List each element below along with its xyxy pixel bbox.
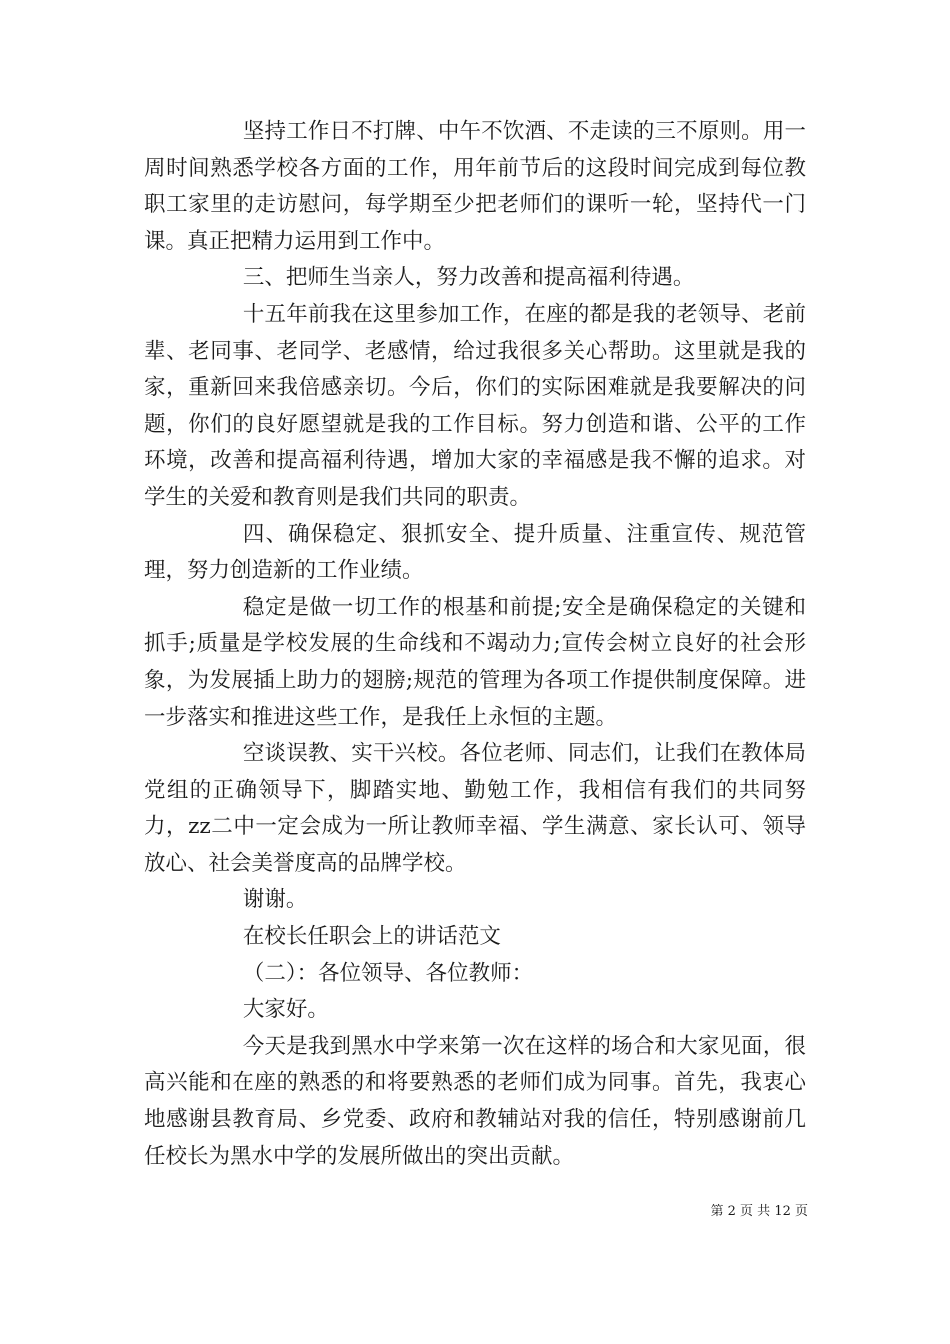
section-heading: 四、确保稳定、狠抓安全、提升质量、注重宣传、规范管理，努力创造新的工作业绩。 <box>144 521 806 584</box>
speech-title: 在校长任职会上的讲话范文 <box>242 924 501 950</box>
section-heading: 三、把师生当亲人，努力改善和提高福利待遇。 <box>242 265 695 291</box>
paragraph: 今天是我到黑水中学来第一次在这样的场合和大家见面，很高兴能和在座的熟悉的和将要熟悉的老师们成为同事。首先，我衷心地感谢县教育局、乡党委、政府和教辅站对我的信任，特别感谢前几任校长为黑水中学的发展所做出的突出贡献。 <box>144 1033 806 1169</box>
paragraph: 十五年前我在这里参加工作，在座的都是我的老领导、老前辈、老同事、老同学、老感情，给过我很多关心帮助。这里就是我的家，重新回来我倍感亲切。今后，你们的实际困难就是我要解决的问题，你们的良好愿望就是我的工作目标。努力创造和谐、公平的工作环境，改善和提高福利待遇，增加大家的幸福感是我不懈的追求。对学生的关爱和教育则是我们共同的职责。 <box>144 301 806 510</box>
salutation: （二）：各位领导、各位教师： <box>242 960 534 986</box>
page-number: 第 2 页 共 12 页 <box>710 1204 808 1219</box>
closing-line: 谢谢。 <box>242 887 308 913</box>
paragraph: 空谈误教、实干兴校。各位老师、同志们，让我们在教体局党组的正确领导下，脚踏实地、勤勉工作，我相信有我们的共同努力，zz二中一定会成为一所让教师幸福、学生满意、家长认可、领导放心、社会美誉度高的品牌学校。 <box>144 741 806 876</box>
greeting: 大家好。 <box>242 997 329 1023</box>
paragraph: 稳定是做一切工作的根基和前提;安全是确保稳定的关键和抓手;质量是学校发展的生命线和不竭动力;宣传会树立良好的社会形象，为发展插上助力的翅膀;规范的管理为各项工作提供制度保障。进一步落实和推进这些工作，是我任上永恒的主题。 <box>144 594 806 730</box>
document-body <box>144 114 806 1175</box>
paragraph: 坚持工作日不打牌、中午不饮酒、不走读的三不原则。用一周时间熟悉学校各方面的工作，用年前节后的这段时间完成到每位教职工家里的走访慰问，每学期至少把老师们的课听一轮，坚持代一门课。真正把精力运用到工作中。 <box>144 119 806 254</box>
